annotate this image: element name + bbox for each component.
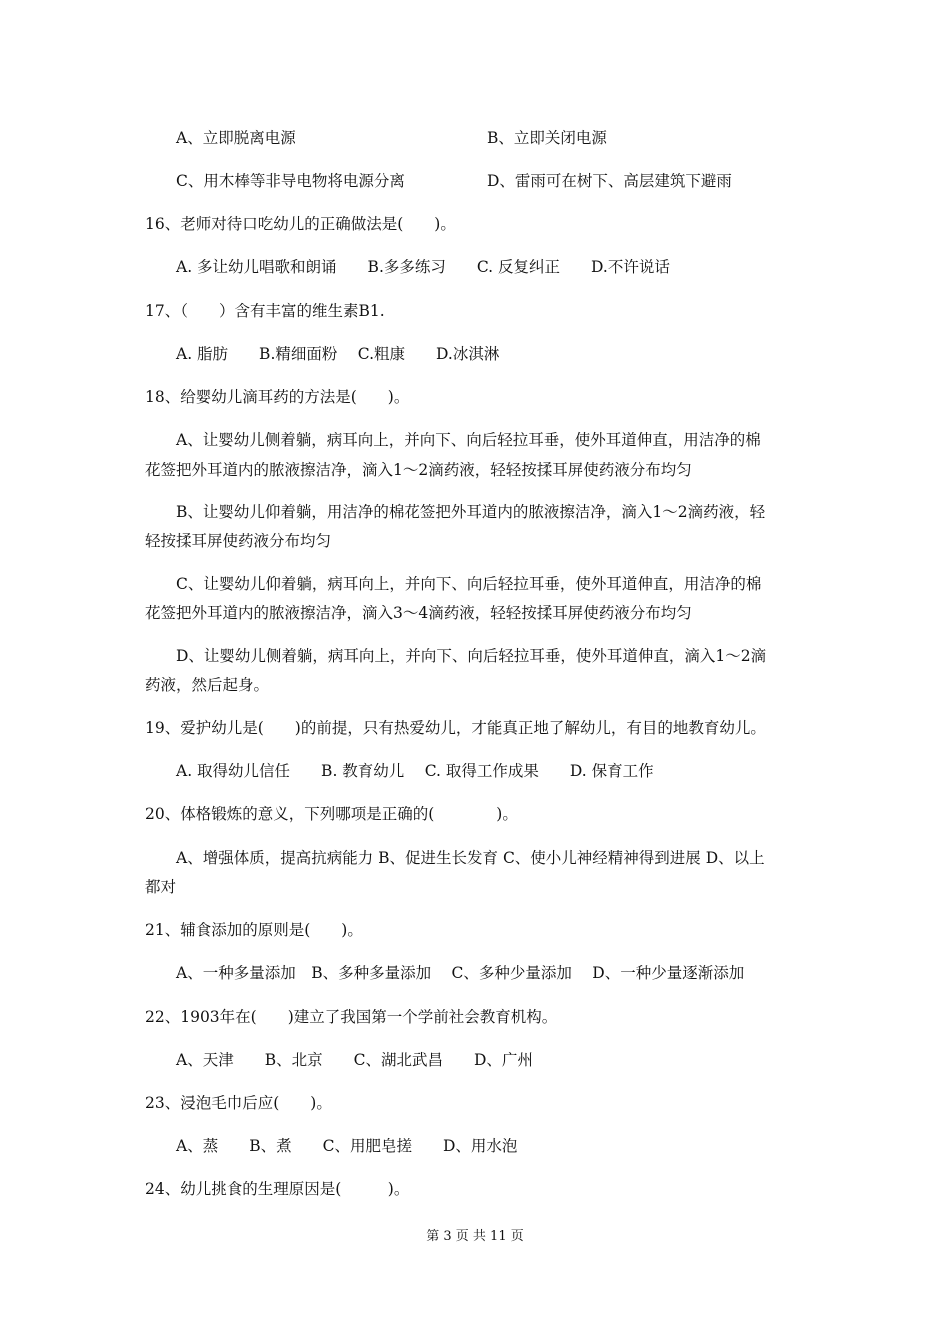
q23-options: A、蒸 B、煮 C、用肥皂搓 D、用水泡 bbox=[176, 1137, 518, 1155]
q15-option-a: A、立即脱离电源 bbox=[176, 129, 296, 147]
q19-options: A. 取得幼儿信任 B. 教育幼儿 C. 取得工作成果 D. 保育工作 bbox=[176, 762, 654, 780]
q15-option-d: D、雷雨可在树下、高层建筑下避雨 bbox=[487, 172, 732, 190]
q16-options: A. 多让幼儿唱歌和朗诵 B.多多练习 C. 反复纠正 D.不许说话 bbox=[176, 258, 670, 276]
q18-option-c-line2: 花签把外耳道内的脓液擦洁净，滴入3～4滴药液，轻轻按揉耳屏使药液分布均匀 bbox=[145, 604, 692, 622]
q18-option-a-line1: A、让婴幼儿侧着躺，病耳向上，并向下、向后轻拉耳垂，使外耳道伸直，用洁净的棉 bbox=[176, 431, 761, 449]
q20-options-line2: 都对 bbox=[145, 878, 177, 896]
q18-option-d-line2: 药液，然后起身。 bbox=[145, 676, 270, 694]
q18-option-b-line1: B、让婴幼儿仰着躺，用洁净的棉花签把外耳道内的脓液擦洁净，滴入1～2滴药液，轻 bbox=[176, 503, 766, 521]
q22-stem: 22、1903年在( )建立了我国第一个学前社会教育机构。 bbox=[145, 1008, 558, 1026]
page-footer: 第 3 页 共 11 页 bbox=[426, 1229, 524, 1244]
q19-stem: 19、爱护幼儿是( )的前提，只有热爱幼儿，才能真正地了解幼儿，有目的地教育幼儿。 bbox=[145, 719, 766, 737]
q21-options: A、一种多量添加 B、多种多量添加 C、多种少量添加 D、一种少量逐渐添加 bbox=[176, 964, 745, 982]
q18-option-a-line2: 花签把外耳道内的脓液擦洁净，滴入1～2滴药液，轻轻按揉耳屏使药液分布均匀 bbox=[145, 461, 692, 479]
q23-stem: 23、浸泡毛巾后应( )。 bbox=[145, 1094, 332, 1112]
q22-options: A、天津 B、北京 C、湖北武昌 D、广州 bbox=[176, 1051, 533, 1069]
q17-options: A. 脂肪 B.精细面粉 C.粗康 D.冰淇淋 bbox=[176, 345, 500, 363]
q15-option-b: B、立即关闭电源 bbox=[487, 129, 607, 147]
q24-stem: 24、幼儿挑食的生理原因是( )。 bbox=[145, 1180, 410, 1198]
q18-option-d-line1: D、让婴幼儿侧着躺，病耳向上，并向下、向后轻拉耳垂，使外耳道伸直，滴入1～2滴 bbox=[176, 647, 767, 665]
q18-option-c-line1: C、让婴幼儿仰着躺，病耳向上，并向下、向后轻拉耳垂，使外耳道伸直，用洁净的棉 bbox=[176, 575, 762, 593]
q16-stem: 16、老师对待口吃幼儿的正确做法是( )。 bbox=[145, 215, 456, 233]
q21-stem: 21、辅食添加的原则是( )。 bbox=[145, 921, 363, 939]
q15-option-c: C、用木棒等非导电物将电源分离 bbox=[176, 172, 405, 190]
q17-stem: 17、（ ）含有丰富的维生素B1. bbox=[145, 302, 385, 320]
q18-option-b-line2: 轻按揉耳屏使药液分布均匀 bbox=[145, 532, 332, 550]
q20-options-line1: A、增强体质，提高抗病能力 B、促进生长发育 C、使小儿神经精神得到进展 D、以上 bbox=[176, 849, 765, 867]
q20-stem: 20、体格锻炼的意义，下列哪项是正确的( )。 bbox=[145, 805, 518, 823]
q18-stem: 18、给婴幼儿滴耳药的方法是( )。 bbox=[145, 388, 410, 406]
